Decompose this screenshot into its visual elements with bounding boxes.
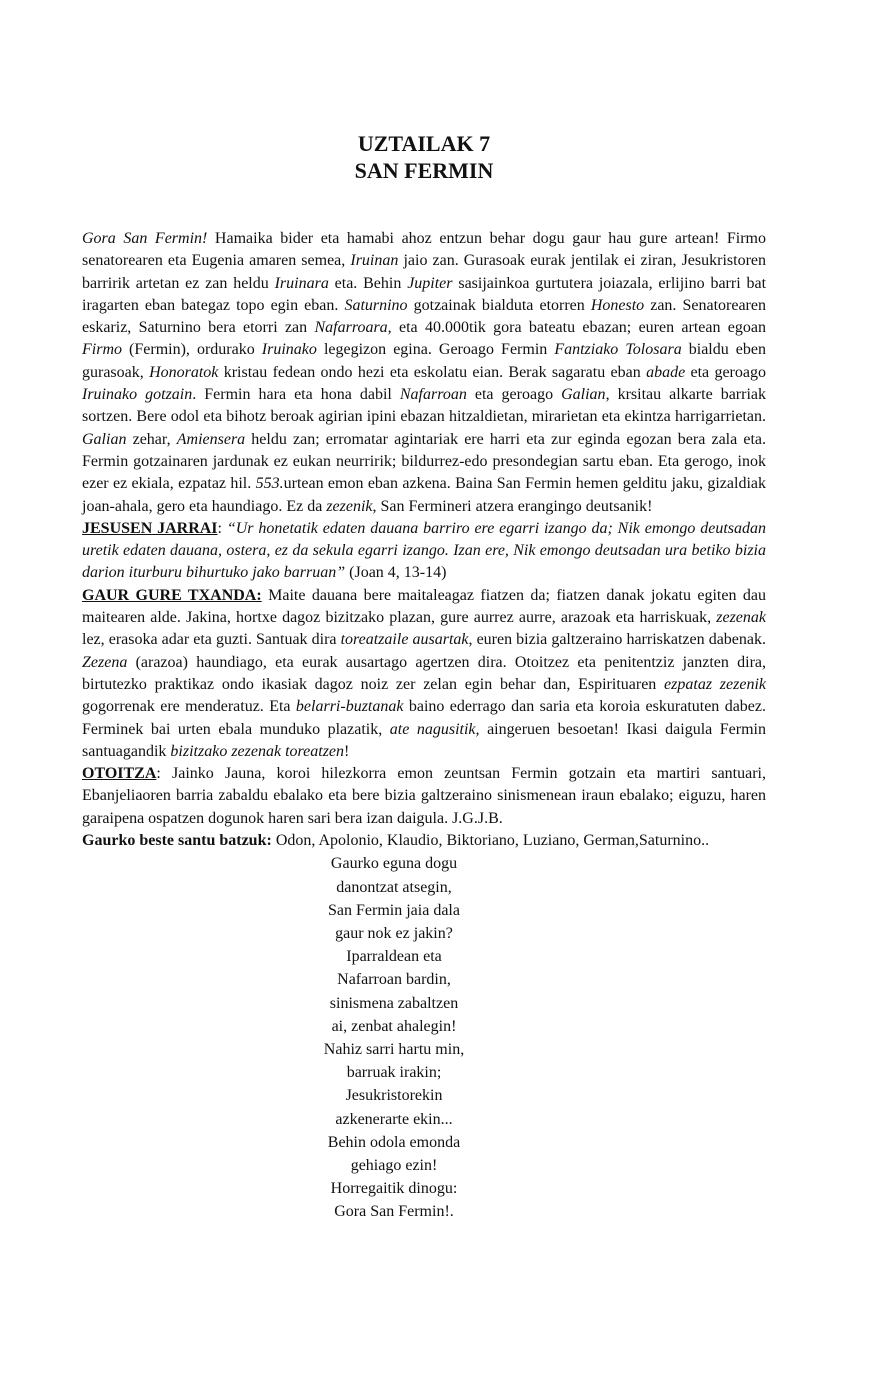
text-run: 553.: [255, 475, 284, 493]
text-run: Fantziako: [554, 341, 619, 359]
poem: [82, 852, 766, 1223]
text-run: sasijainkoa gurtutera joiazala, erlijino barri bat iragarten eban bategaz topo egin eban.: [82, 274, 767, 314]
text-run: lez, erasoka adar eta guzti. Santuak dira: [82, 631, 341, 649]
poem-line: San Fermin jaia dala: [328, 901, 460, 919]
poem-line: gehiago ezin!: [350, 1156, 438, 1174]
text-run: gotzainak bialduta etorren: [407, 296, 591, 314]
poem-line: danontzat atsegin,: [336, 878, 452, 896]
text-run: Honesto: [590, 296, 645, 314]
poem-line: Behin odola emonda: [327, 1133, 461, 1151]
gaur-gure-txanda-paragraph: [82, 585, 766, 763]
text-run: . Fermin hara eta hona dabil: [192, 386, 400, 404]
text-run: jaio zan. Gurasoak eurak jentilak ei ziran, Jesukristoren barririk artetan ez zan heldu: [82, 252, 766, 292]
text-run: kristau fedean ondo hezi eta eskolatu eian. Berak sagaratu eban: [218, 363, 647, 381]
text-run: Zezena: [82, 653, 128, 671]
text-run: Iruinara: [274, 274, 329, 292]
beste-santuak-label: Gaurko beste santu batzuk:: [82, 832, 272, 850]
text-run: (Fermin), ordurako: [122, 341, 262, 359]
gospel-reference: (Joan 4, 13-14): [345, 564, 447, 582]
poem-line: barruak irakin;: [346, 1064, 442, 1082]
text-run: Hamaika bider eta hamabi ahoz entzun behar dogu gaur hau gure artean! Firmo senatorearen eta Eugenia amaren semea,: [82, 230, 767, 270]
text-run: ezpataz zezenik: [664, 675, 766, 693]
otoitza-paragraph: [82, 763, 766, 830]
text-run: : Jainko Jauna, koroi hilezkorra emon zeuntsan Fermin gotzain eta martiri santuari, Ebanjeliaoren barria zabaldu ebalako eta bere bizia galtzeraino sinismenean iraun ebalako; eiguzu, haren garaipena ospatzen dogunok haren sari bera izan daigula. J.G.J.B.: [82, 765, 766, 827]
document-page: [82, 130, 766, 1224]
text-run: Tolosara: [625, 341, 682, 359]
text-run: zezenik: [326, 497, 373, 515]
text-run: Galian: [561, 386, 606, 404]
intro-opening: Gora San Fermin!: [82, 230, 208, 247]
intro-paragraph: [82, 228, 766, 518]
poem-line: azkenerarte ekin...: [335, 1110, 453, 1128]
text-run: eta geroago: [685, 363, 766, 381]
text-run: bialdu eben gurasoak,: [82, 341, 767, 381]
text-run: urtean emon eban azkena. Baina San Fermin hemen gelditu jaku, gizaldiak joan-ahala, gero eta haundiago. Ez da: [82, 475, 767, 515]
text-run: gogorrenak ere menderatuz. Eta: [82, 698, 296, 716]
text-run: Nafarroara: [314, 319, 388, 337]
poem-line: Gora San Fermin!.: [334, 1203, 454, 1221]
text-run: zezenak: [716, 609, 766, 627]
text-run: Galian: [82, 430, 127, 448]
text-run: , euren bizia galtzeraino harriskatzen dabenak.: [468, 631, 767, 649]
poem-line: Iparraldean eta: [346, 948, 442, 966]
text-run: , eta 40.000tik gora bateatu ebazan; euren artean egoan: [387, 319, 766, 337]
text-run: :: [217, 519, 227, 537]
jesusen-jarrai-label: JESUSEN JARRAI: [82, 519, 218, 537]
poem-line: ai, zenbat ahalegin!: [331, 1017, 457, 1035]
text-run: (arazoa) haundiago, eta eurak ausartago agertzen dira. Otoitzez eta penitentziz janzten dira, birtutezko praktikaz ondo ikasiak dagoz noiz zer zelan egin behar dan, Espirituaren: [82, 653, 766, 693]
text-run: bizitzako zezenak toreatzen: [170, 742, 345, 760]
gaur-gure-txanda-label: GAUR GURE TXANDA:: [82, 586, 262, 604]
poem-line: Jesukristorekin: [345, 1087, 443, 1105]
text-run: zehar,: [126, 430, 177, 448]
text-run: Iruinako: [261, 341, 317, 359]
text-run: Nafarroan: [399, 386, 467, 404]
text-run: ate nagusitik,: [389, 720, 480, 738]
gospel-quote: “Ur honetatik edaten dauana barriro ere egarri izango da; Nik emongo deutsadan uretik edaten dauana, ostera, ez da sekula egarri izango. Izan ere, Nik emongo deutsadan ura betiko bizia darion iturburu bihurtuko jako barruan”: [82, 519, 766, 582]
text-run: eta. Behin: [328, 274, 408, 292]
text-run: Odon, Apolonio, Klaudio, Biktoriano, Luziano, German,Saturnino..: [271, 832, 710, 850]
text-run: Honoratok: [149, 363, 219, 381]
text-run: , San Fermineri atzera erangingo deutsanik!: [372, 497, 653, 515]
poem-line: sinismena zabaltzen: [329, 994, 459, 1012]
text-run: belarri-buztanak: [295, 698, 404, 716]
title-block: [82, 130, 766, 184]
text-run: heldu zan; erromatar agintariak ere harri eta zur eginda egozan bera zala eta. Fermin gotzainaren jardunak ez eukan neurririk; bildurrez-edo presondegian sartu eban. Eta gerogo, inok ezer ez ekiala, ezpataz hil.: [82, 430, 766, 493]
page-subtitle: SAN FERMIN: [354, 158, 494, 183]
text-run: eta geroago: [466, 386, 562, 404]
text-run: Maite dauana bere maitaleagaz fiatzen da; fiatzen danak jokatu egiten dau maitearen alde. Jakina, hortxe dagoz bizitzako plazan, gure aurrez aurre, arazoak eta harriskuak,: [82, 586, 767, 627]
poem-line: Nafarroan bardin,: [337, 971, 451, 989]
poem-line: Gaurko eguna dogu: [330, 855, 458, 873]
otoitza-label: OTOITZA: [82, 765, 157, 783]
text-run: baino ederrago dan saria eta koroia eskuratuten dabez. Ferminek bai urten ebala munduko plazatik,: [82, 698, 767, 738]
poem-line: Nahiz sarri hartu min,: [323, 1040, 465, 1058]
text-run: Iruinako gotzain: [82, 386, 193, 404]
text-run: toreatzaile ausartak: [340, 631, 469, 649]
text-run: zan. Senatorearen eskariz, Saturnino bera etorri zan: [82, 296, 766, 337]
text-run: Saturnino: [344, 296, 408, 314]
text-run: Amiensera: [176, 430, 246, 448]
text-run: legegizon egina. Geroago Fermin: [316, 341, 555, 359]
text-run: Jupiter: [407, 274, 453, 292]
text-run: !: [344, 742, 350, 760]
text-run: aingeruen besoetan! Ikasi daigula Fermin santuagandik: [82, 720, 766, 760]
text-run: Iruinan: [350, 252, 399, 270]
poem-line: Horregaitik dinogu:: [330, 1180, 458, 1198]
page-title: UZTAILAK 7: [357, 131, 491, 156]
text-run: abade: [646, 363, 686, 381]
beste-santuak-paragraph: [82, 830, 766, 852]
poem-line: gaur nok ez jakin?: [335, 924, 453, 942]
text-run: Firmo: [82, 341, 122, 359]
jesusen-jarrai-paragraph: [82, 518, 766, 585]
text-run: , krsitau alkarte barriak sortzen. Bere odol eta bihotz beroak agirian ipini ebazan hitzaldietan, mirarietan eta ekintza harrigarrietan.: [82, 386, 767, 426]
